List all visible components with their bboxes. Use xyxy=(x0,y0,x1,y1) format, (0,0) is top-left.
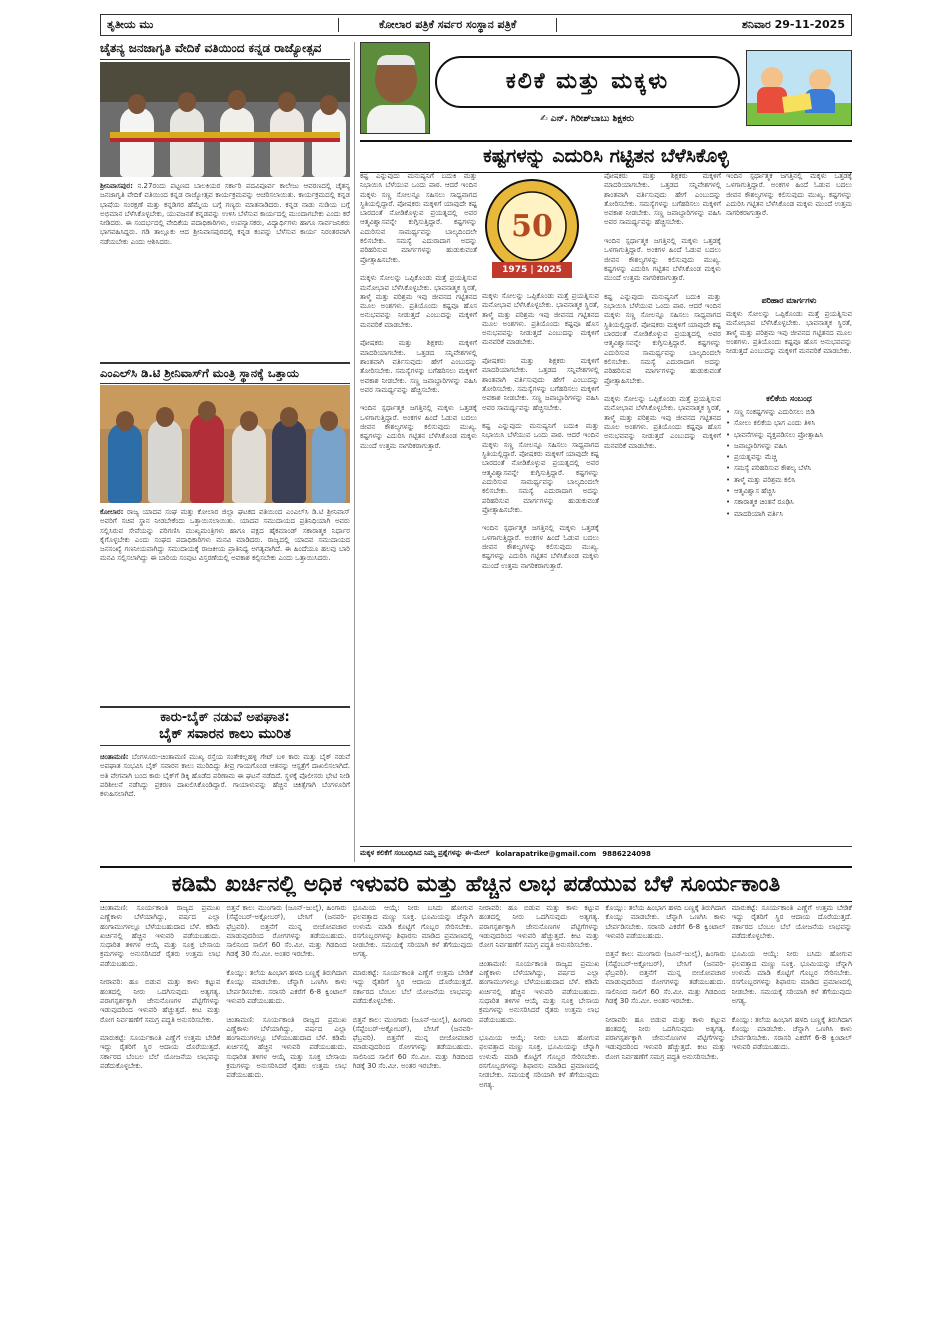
section-label: ತೃತೀಯ ಮು xyxy=(107,18,154,31)
page-header-strip xyxy=(100,14,852,36)
photo-mlc xyxy=(100,385,350,503)
bottom-col-5: ಕೊಯ್ಲು: ತಲೆಯ ಹಿಂಭಾಗ ಹಳದಿ ಬಣ್ಣಕ್ಕೆ ತಿರುಗಿದಾಗ ಕೊಯ್ಲು ಮಾಡಬೇಕು. ಚೆನ್ನಾಗಿ ಒಣಗಿಸಿ ಕಾಳು ಬೇರ್ಪಡಿಸಬೇಕು. ಸರಾಸರಿ ಎಕರೆಗೆ 6-8 ಕ್ವಿಂಟಾಲ್ ಇಳುವರಿ ಪಡೆಯಬಹುದು. ಬಿತ್ತನೆ ಕಾಲ: ಮುಂಗಾರು (ಜೂನ್-ಜುಲೈ), ಹಿಂಗಾರು (ಸೆಪ್ಟೆಂಬರ್-ಅಕ್ಟೋಬರ್), ಬೇಸಿಗೆ (ಜನವರಿ-ಫೆಬ್ರವರಿ). ಬಿತ್ತನೆಗೆ ಮುನ್ನ ಬೀಜೋಪಚಾರ ಮಾಡುವುದರಿಂದ ರೋಗಗಳನ್ನು ತಡೆಯಬಹುದು. ಸಾಲಿನಿಂದ ಸಾಲಿಗೆ 60 ಸೆಂ.ಮೀ. ಮತ್ತು ಗಿಡದಿಂದ ಗಿಡಕ್ಕೆ 30 ಸೆಂ.ಮೀ. ಅಂತರ ಇರಬೇಕು. ನೀರಾವರಿ: ಹೂ ಬಿಡುವ ಮತ್ತು ಕಾಳು ಕಟ್ಟುವ ಹಂತದಲ್ಲಿ ನೀರು ಒದಗಿಸುವುದು ಅತ್ಯಗತ್ಯ. ಪರಾಗಸ್ಪರ್ಶಕ್ಕಾಗಿ ಜೇನುನೊಣಗಳ ಪೆಟ್ಟಿಗೆಗಳನ್ನು ಇಡುವುದರಿಂದ ಇಳುವರಿ ಹೆಚ್ಚುತ್ತದೆ. ಕೀಟ ಮತ್ತು ರೋಗ ನಿರ್ವಹಣೆಗೆ ಸಮಗ್ರ ಪದ್ಧತಿ ಅನುಸರಿಸಬೇಕು. xyxy=(605,904,726,1061)
issue-date: ಶನಿವಾರ 29-11-2025 xyxy=(741,18,845,31)
feature-headline: ಕಷ್ಟಗಳನ್ನು ಎದುರಿಸಿ ಗಟ್ಟಿತನ ಬೆಳೆಸಿಕೊಳ್ಳಿ xyxy=(360,140,852,173)
bottom-col-6: ಮಾರುಕಟ್ಟೆ: ಸೂರ್ಯಕಾಂತಿ ಎಣ್ಣೆಗೆ ಉತ್ತಮ ಬೇಡಿಕೆ ಇದ್ದು ರೈತರಿಗೆ ಸ್ಥಿರ ಆದಾಯ ದೊರೆಯುತ್ತದೆ. ಸರ್ಕಾರದ ಬೆಂಬಲ ಬೆಲೆ ಯೋಜನೆಯ ಲಾಭವನ್ನು ಪಡೆದುಕೊಳ್ಳಬೇಕು. ಭೂಮಿಯ ಆಯ್ಕೆ: ನೀರು ಬಸಿದು ಹೋಗುವ ಫಲವತ್ತಾದ ಮಣ್ಣು ಸೂಕ್ತ. ಭೂಮಿಯನ್ನು ಚೆನ್ನಾಗಿ ಉಳುಮೆ ಮಾಡಿ ಕೊಟ್ಟಿಗೆ ಗೊಬ್ಬರ ಸೇರಿಸಬೇಕು. ರಸಗೊಬ್ಬರಗಳನ್ನು ಶಿಫಾರಸು ಮಾಡಿದ ಪ್ರಮಾಣದಲ್ಲಿ ನೀಡಬೇಕು. ಸಮಯಕ್ಕೆ ಸರಿಯಾಗಿ ಕಳೆ ತೆಗೆಯುವುದು ಅಗತ್ಯ. ಕೊಯ್ಲು: ತಲೆಯ ಹಿಂಭಾಗ ಹಳದಿ ಬಣ್ಣಕ್ಕೆ ತಿರುಗಿದಾಗ ಕೊಯ್ಲು ಮಾಡಬೇಕು. ಚೆನ್ನಾಗಿ ಒಣಗಿಸಿ ಕಾಳು ಬೇರ್ಪಡಿಸಬೇಕು. ಸರಾಸರಿ ಎಕರೆಗೆ 6-8 ಕ್ವಿಂಟಾಲ್ ಇಳುವರಿ ಪಡೆಯಬಹುದು. xyxy=(731,904,852,1052)
column-title-banner xyxy=(435,56,740,108)
contact-text: ಮಕ್ಕಳ ಕಲಿಕೆಗೆ ಸಂಬಂಧಿಸಿದ ನಿಮ್ಮ ಪ್ರಶ್ನೆಗಳನ್ನು ಈ-ಮೇಲ್ xyxy=(360,849,490,857)
column-byline: ✍ ಎನ್. ಗಿರೀಶ್‌ಬಾಬು ಶಿಕ್ಷಕರು xyxy=(540,114,634,124)
photo-rajyotsava xyxy=(100,62,350,177)
feature-col-2: ಮಕ್ಕಳು ಸೋಲನ್ನು ಒಪ್ಪಿಕೊಂಡು ಮತ್ತೆ ಪ್ರಯತ್ನಿಸುವ ಮನೋಭಾವ ಬೆಳೆಸಿಕೊಳ್ಳಬೇಕು. ಭಾವನಾತ್ಮಕ ಸ್ಥಿರತೆ, ತಾಳ್ಮೆ ಮತ್ತು ಪರಿಶ್ರಮ ಇವು ಜೀವನದ ಗಟ್ಟಿತನದ ಮೂಲ ಅಂಶಗಳು. ಪ್ರತಿಯೊಂದು ಕಷ್ಟವೂ ಹೊಸ ಅನುಭವವನ್ನು ನೀಡುತ್ತದೆ ಎಂಬುದನ್ನು ಮಕ್ಕಳಿಗೆ ಮನವರಿಕೆ ಮಾಡಬೇಕು. ಪೋಷಕರು ಮತ್ತು ಶಿಕ್ಷಕರು ಮಕ್ಕಳಿಗೆ ಮಾದರಿಯಾಗಬೇಕು. ಒತ್ತಡದ ಸನ್ನಿವೇಶಗಳಲ್ಲಿ ಶಾಂತವಾಗಿ ವರ್ತಿಸುವುದು ಹೇಗೆ ಎಂಬುದನ್ನು ತೋರಿಸಬೇಕು. ಸಮಸ್ಯೆಗಳನ್ನು ಬಗೆಹರಿಸಲು ಮಕ್ಕಳಿಗೆ ಅವಕಾಶ ನೀಡಬೇಕು. ಸಣ್ಣ ಜವಾಬ್ದಾರಿಗಳನ್ನು ವಹಿಸಿ ಅವರ ಸಾಮರ್ಥ್ಯವನ್ನು ಹೆಚ್ಚಿಸಬೇಕು. ಕಷ್ಟ ಎನ್ನುವುದು ಮನುಷ್ಯನಿಗೆ ಬದುಕಿ ಮತ್ತು ನಿಭಾಯಿಸಿ ಬೆಳೆಯುವ ಒಂದು ಪಾಠ. ಆದರೆ ಇಂದಿನ ಮಕ್ಕಳು ಸಣ್ಣ ಸೋಲನ್ನೂ ಸಹಿಸಲು ಸಾಧ್ಯವಾಗದ ಸ್ಥಿತಿಯಲ್ಲಿದ್ದಾರೆ. ಪೋಷಕರು ಮಕ್ಕಳಿಗೆ ಯಾವುದೇ ಕಷ್ಟ ಬಾರದಂತೆ ನೋಡಿಕೊಳ್ಳುವ ಪ್ರಯತ್ನದಲ್ಲಿ ಅವರ ಆತ್ಮವಿಶ್ವಾಸವನ್ನೇ ಕುಗ್ಗಿಸುತ್ತಿದ್ದಾರೆ. ಕಷ್ಟಗಳನ್ನು ಎದುರಿಸುವ ಸಾಮರ್ಥ್ಯವನ್ನು ಬಾಲ್ಯದಿಂದಲೇ ಕಲಿಸಬೇಕು. ಸಮಸ್ಯೆ ಎದುರಾದಾಗ ಅದನ್ನು ಪರಿಹರಿಸುವ ಮಾರ್ಗಗಳನ್ನು ಹುಡುಕುವಂತೆ ಪ್ರೋತ್ಸಾಹಿಸಬೇಕು. ಇಂದಿನ ಸ್ಪರ್ಧಾತ್ಮಕ ಜಗತ್ತಿನಲ್ಲಿ ಮಕ್ಕಳು ಒತ್ತಡಕ್ಕೆ ಒಳಗಾಗುತ್ತಿದ್ದಾರೆ. ಅಂಕಗಳ ಹಿಂದೆ ಓಡುವ ಬದಲು ಜೀವನ ಕೌಶಲ್ಯಗಳನ್ನು ಕಲಿಸುವುದು ಮುಖ್ಯ. ಕಷ್ಟಗಳನ್ನು ಎದುರಿಸಿ ಗಟ್ಟಿತನ ಬೆಳೆಸಿಕೊಂಡ ಮಕ್ಕಳು ಮುಂದೆ ಉತ್ತಮ ನಾಗರಿಕರಾಗುತ್ತಾರೆ. xyxy=(482,292,599,570)
tips-list xyxy=(726,408,852,519)
contact-phone: 9886224098 xyxy=(602,849,651,858)
emblem-years: 1975 | 2025 xyxy=(502,265,562,275)
list-item: • ಸಮಸ್ಯೆ ಪರಿಹರಿಸುವ ಕೌಶಲ್ಯ ಬೆಳೆಸಿ xyxy=(726,464,852,473)
feature-col-3: ಪೋಷಕರು ಮತ್ತು ಶಿಕ್ಷಕರು ಮಕ್ಕಳಿಗೆ ಮಾದರಿಯಾಗಬೇಕು. ಒತ್ತಡದ ಸನ್ನಿವೇಶಗಳಲ್ಲಿ ಶಾಂತವಾಗಿ ವರ್ತಿಸುವುದು ಹೇಗೆ ಎಂಬುದನ್ನು ತೋರಿಸಬೇಕು. ಸಮಸ್ಯೆಗಳನ್ನು ಬಗೆಹರಿಸಲು ಮಕ್ಕಳಿಗೆ ಅವಕಾಶ ನೀಡಬೇಕು. ಸಣ್ಣ ಜವಾಬ್ದಾರಿಗಳನ್ನು ವಹಿಸಿ ಅವರ ಸಾಮರ್ಥ್ಯವನ್ನು ಹೆಚ್ಚಿಸಬೇಕು. ಇಂದಿನ ಸ್ಪರ್ಧಾತ್ಮಕ ಜಗತ್ತಿನಲ್ಲಿ ಮಕ್ಕಳು ಒತ್ತಡಕ್ಕೆ ಒಳಗಾಗುತ್ತಿದ್ದಾರೆ. ಅಂಕಗಳ ಹಿಂದೆ ಓಡುವ ಬದಲು ಜೀವನ ಕೌಶಲ್ಯಗಳನ್ನು ಕಲಿಸುವುದು ಮುಖ್ಯ. ಕಷ್ಟಗಳನ್ನು ಎದುರಿಸಿ ಗಟ್ಟಿತನ ಬೆಳೆಸಿಕೊಂಡ ಮಕ್ಕಳು ಮುಂದೆ ಉತ್ತಮ ನಾಗರಿಕರಾಗುತ್ತಾರೆ. ಕಷ್ಟ ಎನ್ನುವುದು ಮನುಷ್ಯನಿಗೆ ಬದುಕಿ ಮತ್ತು ನಿಭಾಯಿಸಿ ಬೆಳೆಯುವ ಒಂದು ಪಾಠ. ಆದರೆ ಇಂದಿನ ಮಕ್ಕಳು ಸಣ್ಣ ಸೋಲನ್ನೂ ಸಹಿಸಲು ಸಾಧ್ಯವಾಗದ ಸ್ಥಿತಿಯಲ್ಲಿದ್ದಾರೆ. ಪೋಷಕರು ಮಕ್ಕಳಿಗೆ ಯಾವುದೇ ಕಷ್ಟ ಬಾರದಂತೆ ನೋಡಿಕೊಳ್ಳುವ ಪ್ರಯತ್ನದಲ್ಲಿ ಅವರ ಆತ್ಮವಿಶ್ವಾಸವನ್ನೇ ಕುಗ್ಗಿಸುತ್ತಿದ್ದಾರೆ. ಕಷ್ಟಗಳನ್ನು ಎದುರಿಸುವ ಸಾಮರ್ಥ್ಯವನ್ನು ಬಾಲ್ಯದಿಂದಲೇ ಕಲಿಸಬೇಕು. ಸಮಸ್ಯೆ ಎದುರಾದಾಗ ಅದನ್ನು ಪರಿಹರಿಸುವ ಮಾರ್ಗಗಳನ್ನು ಹುಡುಕುವಂತೆ ಪ್ರೋತ್ಸಾಹಿಸಬೇಕು. ಮಕ್ಕಳು ಸೋಲನ್ನು ಒಪ್ಪಿಕೊಂಡು ಮತ್ತೆ ಪ್ರಯತ್ನಿಸುವ ಮನೋಭಾವ ಬೆಳೆಸಿಕೊಳ್ಳಬೇಕು. ಭಾವನಾತ್ಮಕ ಸ್ಥಿರತೆ, ತಾಳ್ಮೆ ಮತ್ತು ಪರಿಶ್ರಮ ಇವು ಜೀವನದ ಗಟ್ಟಿತನದ ಮೂಲ ಅಂಶಗಳು. ಪ್ರತಿಯೊಂದು ಕಷ್ಟವೂ ಹೊಸ ಅನುಭವವನ್ನು ನೀಡುತ್ತದೆ ಎಂಬುದನ್ನು ಮಕ್ಕಳಿಗೆ ಮನವರಿಕೆ ಮಾಡಬೇಕು. xyxy=(604,172,721,450)
story-body-accident: ಚಿಂತಾಮಣಿ: ಬೆಂಗಳೂರು-ಚಿಂತಾಮಣಿ ಮುಖ್ಯ ರಸ್ತೆಯ ಸಂತೇಕಲ್ಲಹಳ್ಳಿ ಗೇಟ್ ಬಳಿ ಕಾರು ಮತ್ತು ಬೈಕ್ ನಡುವೆ ಅಪಘಾತ ಸಂಭವಿಸಿ ಬೈಕ್ ಸವಾರನ ಕಾಲು ಮುರಿದಿದ್ದು ತೀವ್ರ ಗಾಯಗೊಂಡ ಆತನನ್ನು ಆಸ್ಪತ್ರೆಗೆ ದಾಖಲಿಸಲಾಗಿದೆ. ಅತಿ ವೇಗವಾಗಿ ಬಂದ ಕಾರು ಬೈಕ್‌ಗೆ ಡಿಕ್ಕಿ ಹೊಡೆದ ಪರಿಣಾಮ ಈ ಘಟನೆ ನಡೆದಿದೆ. ಸ್ಥಳಕ್ಕೆ ಪೊಲೀಸರು ಭೇಟಿ ನೀಡಿ ಪರಿಶೀಲನೆ ನಡೆಸಿದ್ದು ಪ್ರಕರಣ ದಾಖಲಿಸಿಕೊಂಡಿದ್ದಾರೆ. ಗಾಯಾಳುವನ್ನು ಹೆಚ್ಚಿನ ಚಿಕಿತ್ಸೆಗಾಗಿ ಬೆಂಗಳೂರಿಗೆ ಕಳುಹಿಸಲಾಗಿದೆ. xyxy=(100,753,350,799)
bottom-col-3: ಭೂಮಿಯ ಆಯ್ಕೆ: ನೀರು ಬಸಿದು ಹೋಗುವ ಫಲವತ್ತಾದ ಮಣ್ಣು ಸೂಕ್ತ. ಭೂಮಿಯನ್ನು ಚೆನ್ನಾಗಿ ಉಳುಮೆ ಮಾಡಿ ಕೊಟ್ಟಿಗೆ ಗೊಬ್ಬರ ಸೇರಿಸಬೇಕು. ರಸಗೊಬ್ಬರಗಳನ್ನು ಶಿಫಾರಸು ಮಾಡಿದ ಪ್ರಮಾಣದಲ್ಲಿ ನೀಡಬೇಕು. ಸಮಯಕ್ಕೆ ಸರಿಯಾಗಿ ಕಳೆ ತೆಗೆಯುವುದು ಅಗತ್ಯ. ಮಾರುಕಟ್ಟೆ: ಸೂರ್ಯಕಾಂತಿ ಎಣ್ಣೆಗೆ ಉತ್ತಮ ಬೇಡಿಕೆ ಇದ್ದು ರೈತರಿಗೆ ಸ್ಥಿರ ಆದಾಯ ದೊರೆಯುತ್ತದೆ. ಸರ್ಕಾರದ ಬೆಂಬಲ ಬೆಲೆ ಯೋಜನೆಯ ಲಾಭವನ್ನು ಪಡೆದುಕೊಳ್ಳಬೇಕು. ಬಿತ್ತನೆ ಕಾಲ: ಮುಂಗಾರು (ಜೂನ್-ಜುಲೈ), ಹಿಂಗಾರು (ಸೆಪ್ಟೆಂಬರ್-ಅಕ್ಟೋಬರ್), ಬೇಸಿಗೆ (ಜನವರಿ-ಫೆಬ್ರವರಿ). ಬಿತ್ತನೆಗೆ ಮುನ್ನ ಬೀಜೋಪಚಾರ ಮಾಡುವುದರಿಂದ ರೋಗಗಳನ್ನು ತಡೆಯಬಹುದು. ಸಾಲಿನಿಂದ ಸಾಲಿಗೆ 60 ಸೆಂ.ಮೀ. ಮತ್ತು ಗಿಡದಿಂದ ಗಿಡಕ್ಕೆ 30 ಸೆಂ.ಮೀ. ಅಂತರ ಇರಬೇಕು. xyxy=(352,904,473,1071)
story-headline-mlc: ಎಂಎಲ್‌ಸಿ ಡಿ.ಟಿ ಶ್ರೀನಿವಾಸ್‌ಗೆ ಮಂತ್ರಿ ಸ್ಥಾನಕ್ಕೆ ಒತ್ತಾಯ xyxy=(100,362,350,384)
list-item: • ಜವಾಬ್ದಾರಿಗಳನ್ನು ವಹಿಸಿ xyxy=(726,442,852,451)
contact-strip xyxy=(360,846,852,860)
bottom-col-4: ನೀರಾವರಿ: ಹೂ ಬಿಡುವ ಮತ್ತು ಕಾಳು ಕಟ್ಟುವ ಹಂತದಲ್ಲಿ ನೀರು ಒದಗಿಸುವುದು ಅತ್ಯಗತ್ಯ. ಪರಾಗಸ್ಪರ್ಶಕ್ಕಾಗಿ ಜೇನುನೊಣಗಳ ಪೆಟ್ಟಿಗೆಗಳನ್ನು ಇಡುವುದರಿಂದ ಇಳುವರಿ ಹೆಚ್ಚುತ್ತದೆ. ಕೀಟ ಮತ್ತು ರೋಗ ನಿರ್ವಹಣೆಗೆ ಸಮಗ್ರ ಪದ್ಧತಿ ಅನುಸರಿಸಬೇಕು. ಚಿಂತಾಮಣಿ: ಸೂರ್ಯಕಾಂತಿ ರಾಜ್ಯದ ಪ್ರಮುಖ ಎಣ್ಣೆಕಾಳು ಬೆಳೆಯಾಗಿದ್ದು, ವರ್ಷದ ಎಲ್ಲಾ ಹಂಗಾಮುಗಳಲ್ಲೂ ಬೆಳೆಯಬಹುದಾದ ಬೆಳೆ. ಕಡಿಮೆ ಖರ್ಚಿನಲ್ಲಿ ಹೆಚ್ಚಿನ ಇಳುವರಿ ಪಡೆಯಬಹುದು. ಸುಧಾರಿತ ತಳಿಗಳ ಆಯ್ಕೆ ಮತ್ತು ಸೂಕ್ತ ಬೇಸಾಯ ಕ್ರಮಗಳನ್ನು ಅನುಸರಿಸಿದರೆ ರೈತರು ಉತ್ತಮ ಲಾಭ ಪಡೆಯಬಹುದು. ಭೂಮಿಯ ಆಯ್ಕೆ: ನೀರು ಬಸಿದು ಹೋಗುವ ಫಲವತ್ತಾದ ಮಣ್ಣು ಸೂಕ್ತ. ಭೂಮಿಯನ್ನು ಚೆನ್ನಾಗಿ ಉಳುಮೆ ಮಾಡಿ ಕೊಟ್ಟಿಗೆ ಗೊಬ್ಬರ ಸೇರಿಸಬೇಕು. ರಸಗೊಬ್ಬರಗಳನ್ನು ಶಿಫಾರಸು ಮಾಡಿದ ಪ್ರಮಾಣದಲ್ಲಿ ನೀಡಬೇಕು. ಸಮಯಕ್ಕೆ ಸರಿಯಾಗಿ ಕಳೆ ತೆಗೆಯುವುದು ಅಗತ್ಯ. xyxy=(478,904,600,1089)
feature-col-4: ಇಂದಿನ ಸ್ಪರ್ಧಾತ್ಮಕ ಜಗತ್ತಿನಲ್ಲಿ ಮಕ್ಕಳು ಒತ್ತಡಕ್ಕೆ ಒಳಗಾಗುತ್ತಿದ್ದಾರೆ. ಅಂಕಗಳ ಹಿಂದೆ ಓಡುವ ಬದಲು ಜೀವನ ಕೌಶಲ್ಯಗಳನ್ನು ಕಲಿಸುವುದು ಮುಖ್ಯ. ಕಷ್ಟಗಳನ್ನು ಎದುರಿಸಿ ಗಟ್ಟಿತನ ಬೆಳೆಸಿಕೊಂಡ ಮಕ್ಕಳು ಮುಂದೆ ಉತ್ತಮ ನಾಗರಿಕರಾಗುತ್ತಾರೆ. ಪರಿಹಾರ ಮಾರ್ಗಗಳು ಮಕ್ಕಳು ಸೋಲನ್ನು ಒಪ್ಪಿಕೊಂಡು ಮತ್ತೆ ಪ್ರಯತ್ನಿಸುವ ಮನೋಭಾವ ಬೆಳೆಸಿಕೊಳ್ಳಬೇಕು. ಭಾವನಾತ್ಮಕ ಸ್ಥಿರತೆ, ತಾಳ್ಮೆ ಮತ್ತು ಪರಿಶ್ರಮ ಇವು ಜೀವನದ ಗಟ್ಟಿತನದ ಮೂಲ ಅಂಶಗಳು. ಪ್ರತಿಯೊಂದು ಕಷ್ಟವೂ ಹೊಸ ಅನುಭವವನ್ನು ನೀಡುತ್ತದೆ ಎಂಬುದನ್ನು ಮಕ್ಕಳಿಗೆ ಮನವರಿಕೆ ಮಾಡಬೇಕು. ಕಲಿಕೆಯ ಸಂಬಂಧ • ಸಣ್ಣ ಸಂಕಷ್ಟಗಳನ್ನು ಎದುರಿಸಲು ಬಿಡಿ • ಸೋಲು ಕಲಿಕೆಯ ಭಾಗ ಎಂದು ತಿಳಿಸಿ • ಭಾವನೆಗಳನ್ನು ವ್ಯಕ್ತಪಡಿಸಲು ಪ್ರೋತ್ಸಾಹಿಸಿ • ಜವಾಬ್ದಾರಿಗಳನ್ನು ವಹಿಸಿ • ಪ್ರಯತ್ನವನ್ನು ಮೆಚ್ಚಿ • ಸಮಸ್ಯೆ ಪರಿಹರಿಸುವ ಕೌಶಲ್ಯ ಬೆಳೆಸಿ • ತಾಳ್ಮೆ ಮತ್ತು ಪರಿಶ್ರಮ ಕಲಿಸಿ • ಆತ್ಮವಿಶ್ವಾಸ ಹೆಚ್ಚಿಸಿ • ಸಕಾರಾತ್ಮಕ ಚಿಂತನೆ ರೂಢಿಸಿ • ಮಾದರಿಯಾಗಿ ವರ್ತಿಸಿ xyxy=(726,172,852,840)
contact-email[interactable]: kolarapatrike@gmail.com xyxy=(495,849,597,858)
story-headline-accident: ಕಾರು-ಬೈಕ್ ನಡುವೆ ಅಪಘಾತ: ಬೈಕ್ ಸವಾರನ ಕಾಲು ಮುರಿತ xyxy=(100,706,350,746)
bottom-col-1: ಚಿಂತಾಮಣಿ: ಸೂರ್ಯಕಾಂತಿ ರಾಜ್ಯದ ಪ್ರಮುಖ ಎಣ್ಣೆಕಾಳು ಬೆಳೆಯಾಗಿದ್ದು, ವರ್ಷದ ಎಲ್ಲಾ ಹಂಗಾಮುಗಳಲ್ಲೂ ಬೆಳೆಯಬಹುದಾದ ಬೆಳೆ. ಕಡಿಮೆ ಖರ್ಚಿನಲ್ಲಿ ಹೆಚ್ಚಿನ ಇಳುವರಿ ಪಡೆಯಬಹುದು. ಸುಧಾರಿತ ತಳಿಗಳ ಆಯ್ಕೆ ಮತ್ತು ಸೂಕ್ತ ಬೇಸಾಯ ಕ್ರಮಗಳನ್ನು ಅನುಸರಿಸಿದರೆ ರೈತರು ಉತ್ತಮ ಲಾಭ ಪಡೆಯಬಹುದು. ನೀರಾವರಿ: ಹೂ ಬಿಡುವ ಮತ್ತು ಕಾಳು ಕಟ್ಟುವ ಹಂತದಲ್ಲಿ ನೀರು ಒದಗಿಸುವುದು ಅತ್ಯಗತ್ಯ. ಪರಾಗಸ್ಪರ್ಶಕ್ಕಾಗಿ ಜೇನುನೊಣಗಳ ಪೆಟ್ಟಿಗೆಗಳನ್ನು ಇಡುವುದರಿಂದ ಇಳುವರಿ ಹೆಚ್ಚುತ್ತದೆ. ಕೀಟ ಮತ್ತು ರೋಗ ನಿರ್ವಹಣೆಗೆ ಸಮಗ್ರ ಪದ್ಧತಿ ಅನುಸರಿಸಬೇಕು. ಮಾರುಕಟ್ಟೆ: ಸೂರ್ಯಕಾಂತಿ ಎಣ್ಣೆಗೆ ಉತ್ತಮ ಬೇಡಿಕೆ ಇದ್ದು ರೈತರಿಗೆ ಸ್ಥಿರ ಆದಾಯ ದೊರೆಯುತ್ತದೆ. ಸರ್ಕಾರದ ಬೆಂಬಲ ಬೆಲೆ ಯೋಜನೆಯ ಲಾಭವನ್ನು ಪಡೆದುಕೊಳ್ಳಬೇಕು. xyxy=(100,904,221,1071)
paper-title: ಕೋಲಾರ ಪತ್ರಿಕೆ ಸರ್ವರ ಸಂಸ್ಥಾನ ಪತ್ರಿಕೆ xyxy=(338,18,557,32)
column-title: ಕಲಿಕೆ ಮತ್ತು ಮಕ್ಕಳು xyxy=(505,69,670,95)
list-item: • ಮಾದರಿಯಾಗಿ ವರ್ತಿಸಿ xyxy=(726,510,852,519)
list-item: • ತಾಳ್ಮೆ ಮತ್ತು ಪರಿಶ್ರಮ ಕಲಿಸಿ xyxy=(726,476,852,485)
bottom-columns xyxy=(100,904,852,1324)
author-photo xyxy=(360,42,430,134)
bottom-headline: ಕಡಿಮೆ ಖರ್ಚಿನಲ್ಲಿ ಅಧಿಕ ಇಳುವರಿ ಮತ್ತು ಹೆಚ್ಚಿನ ಲಾಭ ಪಡೆಯುವ ಬೆಳೆ ಸೂರ್ಯಕಾಂತಿ xyxy=(100,866,852,902)
list-item: • ಪ್ರಯತ್ನವನ್ನು ಮೆಚ್ಚಿ xyxy=(726,453,852,462)
svg-text:50: 50 xyxy=(511,209,553,244)
column-divider xyxy=(354,42,355,862)
sub-heading-a: ಪರಿಹಾರ ಮಾರ್ಗಗಳು xyxy=(761,296,817,305)
bottom-col-2: ಬಿತ್ತನೆ ಕಾಲ: ಮುಂಗಾರು (ಜೂನ್-ಜುಲೈ), ಹಿಂಗಾರು (ಸೆಪ್ಟೆಂಬರ್-ಅಕ್ಟೋಬರ್), ಬೇಸಿಗೆ (ಜನವರಿ-ಫೆಬ್ರವರಿ). ಬಿತ್ತನೆಗೆ ಮುನ್ನ ಬೀಜೋಪಚಾರ ಮಾಡುವುದರಿಂದ ರೋಗಗಳನ್ನು ತಡೆಯಬಹುದು. ಸಾಲಿನಿಂದ ಸಾಲಿಗೆ 60 ಸೆಂ.ಮೀ. ಮತ್ತು ಗಿಡದಿಂದ ಗಿಡಕ್ಕೆ 30 ಸೆಂ.ಮೀ. ಅಂತರ ಇರಬೇಕು. ಕೊಯ್ಲು: ತಲೆಯ ಹಿಂಭಾಗ ಹಳದಿ ಬಣ್ಣಕ್ಕೆ ತಿರುಗಿದಾಗ ಕೊಯ್ಲು ಮಾಡಬೇಕು. ಚೆನ್ನಾಗಿ ಒಣಗಿಸಿ ಕಾಳು ಬೇರ್ಪಡಿಸಬೇಕು. ಸರಾಸರಿ ಎಕರೆಗೆ 6-8 ಕ್ವಿಂಟಾಲ್ ಇಳುವರಿ ಪಡೆಯಬಹುದು. ಚಿಂತಾಮಣಿ: ಸೂರ್ಯಕಾಂತಿ ರಾಜ್ಯದ ಪ್ರಮುಖ ಎಣ್ಣೆಕಾಳು ಬೆಳೆಯಾಗಿದ್ದು, ವರ್ಷದ ಎಲ್ಲಾ ಹಂಗಾಮುಗಳಲ್ಲೂ ಬೆಳೆಯಬಹುದಾದ ಬೆಳೆ. ಕಡಿಮೆ ಖರ್ಚಿನಲ್ಲಿ ಹೆಚ್ಚಿನ ಇಳುವರಿ ಪಡೆಯಬಹುದು. ಸುಧಾರಿತ ತಳಿಗಳ ಆಯ್ಕೆ ಮತ್ತು ಸೂಕ್ತ ಬೇಸಾಯ ಕ್ರಮಗಳನ್ನು ಅನುಸರಿಸಿದರೆ ರೈತರು ಉತ್ತಮ ಲಾಭ ಪಡೆಯಬಹುದು. xyxy=(226,904,347,1080)
sub-heading-b: ಕಲಿಕೆಯ ಸಂಬಂಧ xyxy=(766,394,812,403)
list-item: • ಆತ್ಮವಿಶ್ವಾಸ ಹೆಚ್ಚಿಸಿ xyxy=(726,487,852,496)
kids-illustration xyxy=(746,50,852,126)
feature-col-1: ಕಷ್ಟ ಎನ್ನುವುದು ಮನುಷ್ಯನಿಗೆ ಬದುಕಿ ಮತ್ತು ನಿಭಾಯಿಸಿ ಬೆಳೆಯುವ ಒಂದು ಪಾಠ. ಆದರೆ ಇಂದಿನ ಮಕ್ಕಳು ಸಣ್ಣ ಸೋಲನ್ನೂ ಸಹಿಸಲು ಸಾಧ್ಯವಾಗದ ಸ್ಥಿತಿಯಲ್ಲಿದ್ದಾರೆ. ಪೋಷಕರು ಮಕ್ಕಳಿಗೆ ಯಾವುದೇ ಕಷ್ಟ ಬಾರದಂತೆ ನೋಡಿಕೊಳ್ಳುವ ಪ್ರಯತ್ನದಲ್ಲಿ ಅವರ ಆತ್ಮವಿಶ್ವಾಸವನ್ನೇ ಕುಗ್ಗಿಸುತ್ತಿದ್ದಾರೆ. ಕಷ್ಟಗಳನ್ನು ಎದುರಿಸುವ ಸಾಮರ್ಥ್ಯವನ್ನು ಬಾಲ್ಯದಿಂದಲೇ ಕಲಿಸಬೇಕು. ಸಮಸ್ಯೆ ಎದುರಾದಾಗ ಅದನ್ನು ಪರಿಹರಿಸುವ ಮಾರ್ಗಗಳನ್ನು ಹುಡುಕುವಂತೆ ಪ್ರೋತ್ಸಾಹಿಸಬೇಕು. ಮಕ್ಕಳು ಸೋಲನ್ನು ಒಪ್ಪಿಕೊಂಡು ಮತ್ತೆ ಪ್ರಯತ್ನಿಸುವ ಮನೋಭಾವ ಬೆಳೆಸಿಕೊಳ್ಳಬೇಕು. ಭಾವನಾತ್ಮಕ ಸ್ಥಿರತೆ, ತಾಳ್ಮೆ ಮತ್ತು ಪರಿಶ್ರಮ ಇವು ಜೀವನದ ಗಟ್ಟಿತನದ ಮೂಲ ಅಂಶಗಳು. ಪ್ರತಿಯೊಂದು ಕಷ್ಟವೂ ಹೊಸ ಅನುಭವವನ್ನು ನೀಡುತ್ತದೆ ಎಂಬುದನ್ನು ಮಕ್ಕಳಿಗೆ ಮನವರಿಕೆ ಮಾಡಬೇಕು. ಪೋಷಕರು ಮತ್ತು ಶಿಕ್ಷಕರು ಮಕ್ಕಳಿಗೆ ಮಾದರಿಯಾಗಬೇಕು. ಒತ್ತಡದ ಸನ್ನಿವೇಶಗಳಲ್ಲಿ ಶಾಂತವಾಗಿ ವರ್ತಿಸುವುದು ಹೇಗೆ ಎಂಬುದನ್ನು ತೋರಿಸಬೇಕು. ಸಮಸ್ಯೆಗಳನ್ನು ಬಗೆಹರಿಸಲು ಮಕ್ಕಳಿಗೆ ಅವಕಾಶ ನೀಡಬೇಕು. ಸಣ್ಣ ಜವಾಬ್ದಾರಿಗಳನ್ನು ವಹಿಸಿ ಅವರ ಸಾಮರ್ಥ್ಯವನ್ನು ಹೆಚ್ಚಿಸಬೇಕು. ಇಂದಿನ ಸ್ಪರ್ಧಾತ್ಮಕ ಜಗತ್ತಿನಲ್ಲಿ ಮಕ್ಕಳು ಒತ್ತಡಕ್ಕೆ ಒಳಗಾಗುತ್ತಿದ್ದಾರೆ. ಅಂಕಗಳ ಹಿಂದೆ ಓಡುವ ಬದಲು ಜೀವನ ಕೌಶಲ್ಯಗಳನ್ನು ಕಲಿಸುವುದು ಮುಖ್ಯ. ಕಷ್ಟಗಳನ್ನು ಎದುರಿಸಿ ಗಟ್ಟಿತನ ಬೆಳೆಸಿಕೊಂಡ ಮಕ್ಕಳು ಮುಂದೆ ಉತ್ತಮ ನಾಗರಿಕರಾಗುತ್ತಾರೆ. xyxy=(360,172,477,450)
jubilee-emblem xyxy=(482,176,582,286)
story-body-rajyotsava: ಶ್ರೀನಿವಾಸಪುರ: ನ.27ರಂದು ಪಟ್ಟಣದ ಬಾಲಕಿಯರ ಸರ್ಕಾರಿ ಪದವಿಪೂರ್ವ ಕಾಲೇಜು ಆವರಣದಲ್ಲಿ ಚೈತನ್ಯ ಜನಜಾಗೃತಿ ವೇದಿಕೆ ವತಿಯಿಂದ ಕನ್ನಡ ರಾಜ್ಯೋತ್ಸವ ಕಾರ್ಯಕ್ರಮವನ್ನು ಆಚರಿಸಲಾಯಿತು. ಕಾರ್ಯಕ್ರಮದಲ್ಲಿ ಕನ್ನಡ ಭಾಷೆಯ ಸಂರಕ್ಷಣೆ ಮತ್ತು ಕನ್ನಡಿಗರ ಹೆಮ್ಮೆಯ ಬಗ್ಗೆ ಗಣ್ಯರು ಮಾತನಾಡಿದರು. ಕನ್ನಡ ನಾಡು ನುಡಿಯ ಬಗ್ಗೆ ಅಭಿಮಾನ ಬೆಳೆಸಿಕೊಳ್ಳಬೇಕು, ಯುವಜನತೆ ಕನ್ನಡವನ್ನು ಉಳಿಸಿ ಬೆಳೆಸುವ ಕಾರ್ಯದಲ್ಲಿ ಮುಂದಾಗಬೇಕು ಎಂದು ಕರೆ ನೀಡಿದರು. ಈ ಸಂದರ್ಭದಲ್ಲಿ ವೇದಿಕೆಯ ಪದಾಧಿಕಾರಿಗಳು, ಉಪನ್ಯಾಸಕರು, ವಿದ್ಯಾರ್ಥಿಗಳು ಹಾಗೂ ಸಾರ್ವಜನಿಕರು ಭಾಗವಹಿಸಿದ್ದರು. ಗಡಿ ತಾಲ್ಲೂಕು ಆದ ಶ್ರೀನಿವಾಸಪುರದಲ್ಲಿ ಕನ್ನಡ ಕಂಪನ್ನು ಬೆಳೆಸುವ ಕಾರ್ಯ ನಿರಂತರವಾಗಿ ನಡೆಯಬೇಕು ಎಂದು ಆಶಿಸಿದರು. xyxy=(100,182,350,246)
list-item: • ಸೋಲು ಕಲಿಕೆಯ ಭಾಗ ಎಂದು ತಿಳಿಸಿ xyxy=(726,419,852,428)
list-item: • ಸಕಾರಾತ್ಮಕ ಚಿಂತನೆ ರೂಢಿಸಿ xyxy=(726,498,852,507)
list-item: • ಸಣ್ಣ ಸಂಕಷ್ಟಗಳನ್ನು ಎದುರಿಸಲು ಬಿಡಿ xyxy=(726,408,852,417)
story-body-mlc: ಕೋಲಾರ: ರಾಜ್ಯ ಯಾದವ ಸಂಘ ಮತ್ತು ಕೋಲಾರ ಜಿಲ್ಲಾ ಘಟಕದ ವತಿಯಿಂದ ಎಂಎಲ್‌ಸಿ ಡಿ.ಟಿ ಶ್ರೀನಿವಾಸ್ ಅವರಿಗೆ ಸಚಿವ ಸ್ಥಾನ ನೀಡಬೇಕೆಂದು ಒತ್ತಾಯಿಸಲಾಯಿತು. ಯಾದವ ಸಮುದಾಯದ ಪ್ರತಿನಿಧಿಯಾಗಿ ಅವರು ಸಲ್ಲಿಸಿರುವ ಸೇವೆಯನ್ನು ಪರಿಗಣಿಸಿ ಮುಖ್ಯಮಂತ್ರಿಗಳು ಹಾಗೂ ಪಕ್ಷದ ಹೈಕಮಾಂಡ್ ಸಕಾರಾತ್ಮಕ ನಿರ್ಧಾರ ಕೈಗೊಳ್ಳಬೇಕು ಎಂದು ಸಂಘದ ಪದಾಧಿಕಾರಿಗಳು ಮನವಿ ಮಾಡಿದರು. ರಾಜ್ಯದಲ್ಲಿ ಯಾದವ ಸಮುದಾಯದ ಜನಸಂಖ್ಯೆ ಗಣನೀಯವಾಗಿದ್ದು ಸಮುದಾಯಕ್ಕೆ ರಾಜಕೀಯ ಪ್ರಾತಿನಿಧ್ಯ ಅಗತ್ಯವಾಗಿದೆ. ಈ ಹಿಂದೆಯೂ ಹಲವು ಬಾರಿ ಮನವಿ ಸಲ್ಲಿಸಲಾಗಿದ್ದು ಈ ಬಾರಿಯ ಸಂಪುಟ ವಿಸ್ತರಣೆಯಲ್ಲಿ ಅವಕಾಶ ಕಲ್ಪಿಸಬೇಕು ಎಂದು ಒತ್ತಾಯಿಸಿದರು. xyxy=(100,508,350,563)
list-item: • ಭಾವನೆಗಳನ್ನು ವ್ಯಕ್ತಪಡಿಸಲು ಪ್ರೋತ್ಸಾಹಿಸಿ xyxy=(726,431,852,440)
story-headline-rajyotsava: ಚೈತನ್ಯ ಜನಜಾಗೃತಿ ವೇದಿಕೆ ವತಿಯಿಂದ ಕನ್ನಡ ರಾಜ್ಯೋತ್ಸವ xyxy=(100,42,350,60)
